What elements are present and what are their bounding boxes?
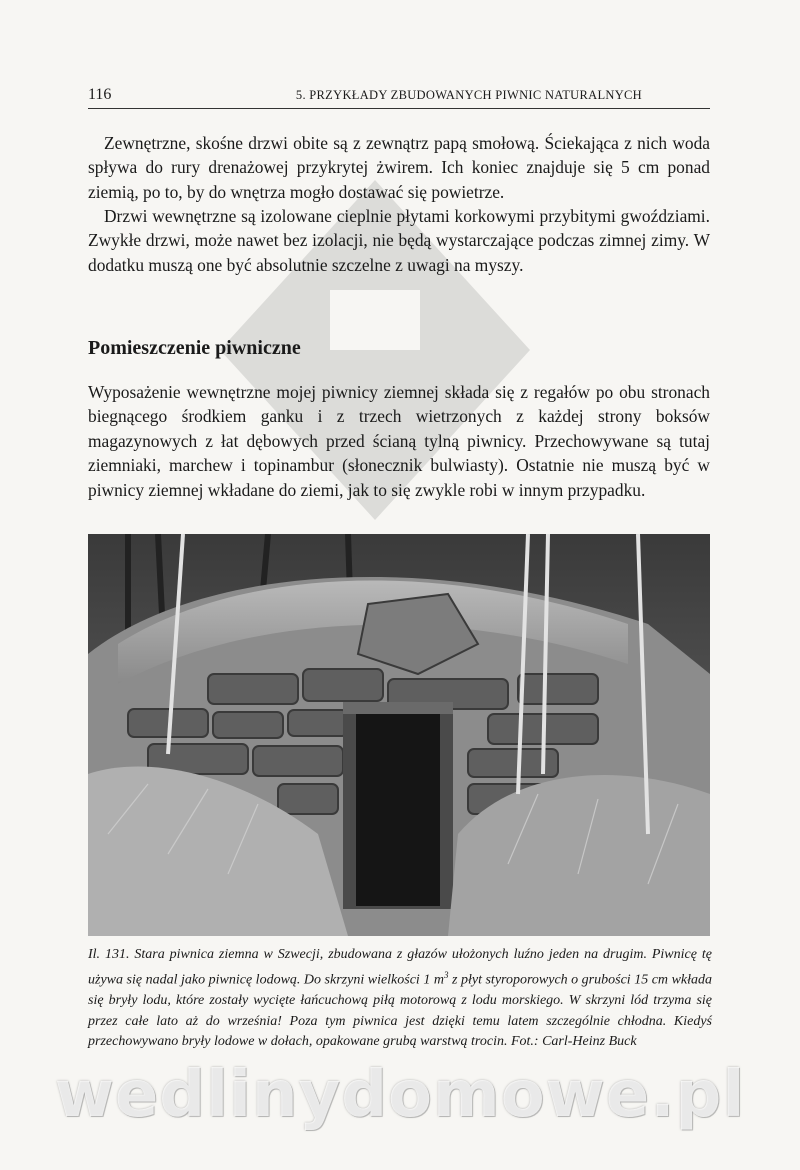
photo-earth-cellar bbox=[88, 534, 710, 936]
section-heading: Pomieszczenie piwniczne bbox=[88, 337, 301, 359]
paragraph-outer-doors: Zewnętrzne, skośne drzwi obite są z zewnątrz papą smołową. Ściekająca z nich woda spływa do rury drenażowej przykrytej żwirem. Ich koniec znajduje się 5 cm ponad ziemią, po to, by do wnętrza mogło dostawać się powietrze. bbox=[88, 133, 710, 202]
caption-superscript: 3 bbox=[443, 970, 449, 981]
paragraph-cellar-room: Wyposażenie wewnętrzne mojej piwnicy ziemnej składa się z regałów po obu stronach biegnącego środkiem ganku i z trzech wietrzonych z każdej strony boksów magazynowych z łat dębowych przed ścianą tylną piwnicy. Przechowywane są tutaj ziemniaki, marchew i topinambur (słonecznik bulwiasty). Ostatnie nie muszą być w piwnicy ziemnej wkładane do ziemi, jak to się zwykle robi w innym przypadku. bbox=[88, 382, 710, 500]
figure-caption bbox=[88, 945, 712, 1053]
site-watermark: wedlinydomowe.pl bbox=[54, 1058, 746, 1132]
caption-rest: z płyt styroporowych o grubości 15 cm wkłada się bryły lodu, które zostały wycięte łańcuchową piłą motorową z lodu morskiego. W skrzyni lód trzyma się przez całe lato aż do września! Poza tym piwnica jest dzięki temu latem szczególnie chłodna. Kiedyś przechowywano bryły lodowe w dołach, opakowane grubą warstwą trocin. Fot.: Carl-Heinz Buck bbox=[88, 973, 713, 1050]
paragraph-inner-doors: Drzwi wewnętrzne są izolowane cieplnie płytami korkowymi przybitymi gwoździami. Zwykłe drzwi, może nawet bez izolacji, nie będą wystarczające podczas zimnej zimy. W dodatku muszą one być absolutnie szczelne z uwagi na myszy. bbox=[88, 206, 710, 275]
running-head: 5. PRZYKŁADY ZBUDOWANYCH PIWNIC NATURALNYCH bbox=[295, 88, 642, 102]
page-number: 116 bbox=[88, 86, 112, 103]
caption-lead: Il. 131. Stara piwnica ziemna w Szwecji, zbudowana z głazów ułożonych luźno jeden na drugim. Piwnicę tę używa się nadal jako piwnicę lodową. Do skrzyni wielkości 1 m bbox=[88, 947, 712, 989]
page-header bbox=[88, 86, 710, 109]
